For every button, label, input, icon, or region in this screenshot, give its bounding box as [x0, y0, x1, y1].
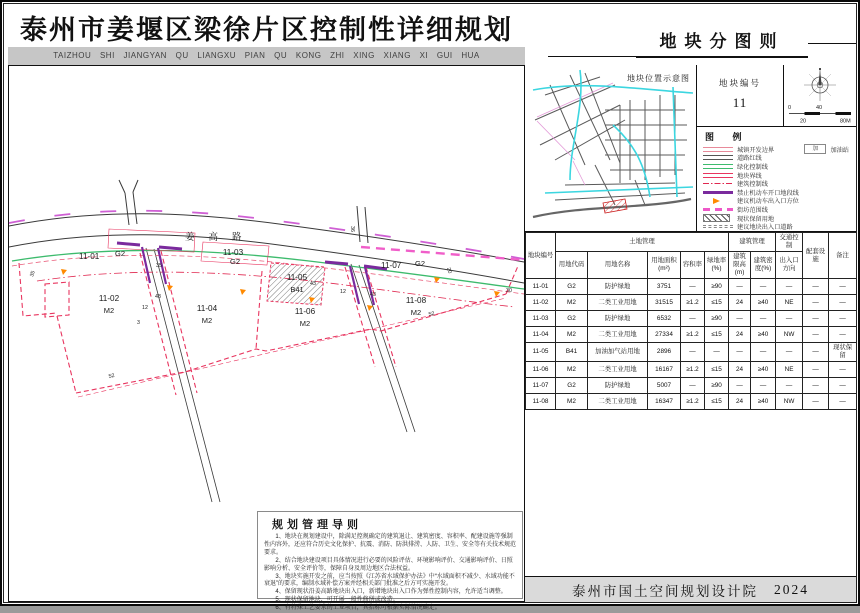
retained-land-swatch	[703, 214, 733, 222]
col-land-name: 用地名称	[588, 252, 648, 279]
table-cell: 27334	[648, 327, 681, 343]
dim: 20	[445, 266, 453, 275]
plot-code: M2	[410, 308, 422, 317]
table-cell: —	[729, 279, 751, 295]
road-name-label: 姜高路	[185, 232, 256, 243]
table-cell: 11-02	[526, 295, 556, 311]
dim: 12	[340, 289, 346, 295]
legend-item	[703, 205, 856, 214]
table-cell: —	[705, 343, 729, 362]
table-cell: —	[829, 394, 857, 410]
plot-label: 11-07	[381, 261, 402, 270]
scale-tick-80: 80M	[840, 118, 851, 125]
table-cell: M2	[556, 295, 588, 311]
table-cell: ≤15	[705, 327, 729, 343]
table-cell: 31515	[648, 295, 681, 311]
group-land: 土地管理	[556, 233, 729, 252]
table-cell: ≥90	[705, 279, 729, 295]
dim: 3	[137, 320, 140, 326]
legend-item	[703, 188, 856, 197]
guideline-item: 5、现状保留地块，可开展一般性修缮或改造。	[275, 597, 399, 604]
plot-number-value: 11	[732, 95, 748, 110]
plot-code: G2	[229, 257, 241, 266]
inset-map-title: 地块位置示意图	[627, 74, 690, 83]
table-cell: NW	[776, 327, 803, 343]
table-cell: —	[829, 327, 857, 343]
legend-box	[697, 127, 856, 232]
table-row	[526, 295, 857, 311]
plot-label: 11-05	[286, 273, 308, 282]
plot-code: M2	[201, 316, 213, 325]
table-cell: NE	[776, 295, 803, 311]
table-cell: —	[681, 311, 705, 327]
table-cell: —	[829, 362, 857, 378]
entrance-arrow-swatch	[703, 198, 733, 204]
group-building: 建筑管理	[729, 233, 776, 252]
table-row	[526, 327, 857, 343]
legend-label: 街坊范围线	[737, 206, 768, 214]
no-opening-swatch	[703, 191, 733, 194]
table-header	[526, 233, 857, 279]
table-cell: ≥1.2	[681, 327, 705, 343]
suggested-road-swatch	[703, 225, 733, 228]
table-cell: 11-08	[526, 394, 556, 410]
institution-name: 泰州市国土空间规划设计院	[572, 583, 758, 599]
table-cell: G2	[556, 279, 588, 295]
table-cell: NW	[776, 394, 803, 410]
plan-map-panel	[8, 65, 525, 612]
legend-label: 禁止机动车开口地段线	[737, 189, 799, 197]
block-range-line	[361, 247, 524, 260]
legend-label: 城镇开发边界	[737, 146, 775, 154]
sheet-tab-label: 地块分图则	[636, 28, 808, 58]
legend-item	[703, 171, 856, 180]
col-height-limit: 建筑限高(m)	[729, 252, 751, 279]
table-cell: 11-05	[526, 343, 556, 362]
legend-label: 绿化控制线	[737, 163, 768, 171]
table-row	[526, 343, 857, 362]
title-pinyin: TAIZHOU SHI JIANGYAN QU LIANGXU PIAN QU KONG ZHI XING XIANG XI GUI HUA	[8, 47, 525, 65]
compass-scale-box	[784, 65, 856, 127]
legend-label: 建议机动车出入口方位	[737, 198, 799, 206]
legend-item	[703, 154, 856, 163]
plot-code: G2	[415, 259, 426, 268]
plot-number-box	[697, 65, 784, 127]
tab-divider-right	[808, 43, 856, 44]
inset-streets	[533, 73, 691, 217]
table-cell: ≥40	[751, 295, 776, 311]
table-cell: ≥40	[751, 327, 776, 343]
guidelines-box	[257, 511, 523, 612]
table-cell: 二类工业用地	[588, 295, 648, 311]
gas-station-symbol	[804, 144, 849, 154]
table-cell: 24	[729, 295, 751, 311]
table-cell: 16167	[648, 362, 681, 378]
table-cell: 防护绿地	[588, 311, 648, 327]
table-cell: —	[776, 311, 803, 327]
table-cell: —	[829, 279, 857, 295]
table-cell: M2	[556, 362, 588, 378]
table-cell: —	[803, 343, 829, 362]
table-cell: B41	[556, 343, 588, 362]
table-cell: —	[729, 378, 751, 394]
legend-label: 地块界线	[737, 172, 762, 180]
table-cell: —	[681, 343, 705, 362]
table-cell: —	[681, 279, 705, 295]
plot-boundaries	[19, 251, 518, 397]
table-cell: —	[729, 343, 751, 362]
table-cell: M2	[556, 327, 588, 343]
info-panel	[525, 65, 856, 602]
table-cell: —	[829, 311, 857, 327]
green-line-swatch	[703, 164, 733, 169]
table-cell: 2896	[648, 343, 681, 362]
plot-label: 11-06	[294, 307, 316, 316]
table-cell: 现状保留	[829, 343, 857, 362]
table-row	[526, 279, 857, 295]
table-cell: —	[803, 311, 829, 327]
legend-label: 道路红线	[737, 155, 762, 163]
guideline-item: 1、地块在规划建设中，除满足控规确定的建筑退让、建筑密度、容积率、配建设施等强制性内容外，还应符合历史文化保护、抗震、消防、防洪排涝、人防、卫生、安全等有关技术规范要求。	[264, 534, 517, 556]
table-cell: —	[751, 279, 776, 295]
inset-water-lines	[533, 70, 693, 197]
guidelines-list	[264, 534, 516, 613]
table-row	[526, 378, 857, 394]
table-cell: —	[776, 343, 803, 362]
legend-title: 图 例	[705, 132, 750, 142]
table-cell: —	[803, 378, 829, 394]
inset-map-drawing	[525, 65, 696, 230]
plan-year: 2024	[774, 581, 809, 597]
block-line-swatch	[703, 208, 733, 211]
gas-station-label: 加油站	[830, 146, 849, 154]
col-entrance-dir: 出入口方向	[776, 252, 803, 279]
legend-label: 现状保留用地	[737, 215, 775, 223]
col-density: 建筑密度(%)	[751, 252, 776, 279]
table-row	[526, 311, 857, 327]
plot-label: 11-02	[98, 294, 120, 303]
table-cell: ≥90	[705, 378, 729, 394]
table-cell: 24	[729, 394, 751, 410]
col-facility: 配套设施	[803, 233, 829, 279]
table-cell: —	[803, 327, 829, 343]
table-cell: 6532	[648, 311, 681, 327]
col-land-area: 用地面积(m²)	[648, 252, 681, 279]
compass-icon	[800, 65, 840, 103]
legend-label: 建议地块出入口道路	[737, 224, 793, 232]
table-cell: ≥40	[751, 394, 776, 410]
table-cell: 5007	[648, 378, 681, 394]
col-green-rate: 绿地率(%)	[705, 252, 729, 279]
table-cell: 二类工业用地	[588, 394, 648, 410]
table-cell: ≥1.2	[681, 295, 705, 311]
tab-divider-left	[548, 56, 636, 57]
dim: 52	[428, 310, 436, 318]
table-cell: ≥1.2	[681, 394, 705, 410]
col-far: 容积率	[681, 252, 705, 279]
table-cell: M2	[556, 394, 588, 410]
guideline-item: 6、有特殊工艺要求的工业项目，其指标可根据实际情况确定。	[275, 605, 441, 612]
institution-bar	[525, 576, 856, 602]
table-cell: 24	[729, 327, 751, 343]
legend-label: 建筑控制线	[737, 181, 768, 189]
table-cell: —	[803, 394, 829, 410]
plot-code: M2	[103, 306, 115, 315]
table-cell: ≥90	[705, 311, 729, 327]
guideline-item: 2、结合地块建设项目具体情况进行必要的风险评估、环境影响评价、交通影响评价、日照影响分析、安全评价等，保障自身及周边地区合法权益。	[264, 557, 513, 572]
dim: 12	[142, 305, 148, 311]
table-cell: 防护绿地	[588, 378, 648, 394]
dim: 43	[155, 294, 161, 300]
table-cell: —	[729, 311, 751, 327]
table-cell: 11-06	[526, 362, 556, 378]
scale-bar	[786, 103, 854, 125]
plot-label: 11-01	[79, 252, 100, 261]
dim: 36	[349, 226, 355, 232]
col-plot-id: 地块编号	[526, 233, 556, 279]
col-land-code: 用地代码	[556, 252, 588, 279]
dim: 43	[370, 292, 376, 298]
dim: 30	[506, 288, 512, 294]
scale-tick-20: 20	[800, 118, 807, 125]
table-cell: NE	[776, 362, 803, 378]
table-cell: —	[776, 378, 803, 394]
table-cell: 二类工业用地	[588, 327, 648, 343]
table-cell: 16347	[648, 394, 681, 410]
legend-item	[703, 222, 856, 231]
table-cell: —	[681, 378, 705, 394]
location-inset-map	[525, 65, 697, 232]
table-cell: G2	[556, 378, 588, 394]
plot-label: 11-03	[222, 248, 244, 257]
plot-label: 11-08	[405, 296, 427, 305]
road-redline-swatch	[703, 155, 733, 160]
table-cell: —	[776, 279, 803, 295]
table-cell: 3751	[648, 279, 681, 295]
building-line-swatch	[703, 183, 733, 185]
table-cell: 24	[729, 362, 751, 378]
legend-item	[703, 214, 856, 223]
dim: 52	[108, 372, 116, 380]
table-cell: 11-03	[526, 311, 556, 327]
table-cell: —	[751, 343, 776, 362]
dim: 43	[310, 281, 316, 287]
table-cell: 二类工业用地	[588, 362, 648, 378]
table-cell: ≤15	[705, 394, 729, 410]
table-cell: ≤15	[705, 362, 729, 378]
col-note: 备注	[829, 233, 857, 279]
table-cell: ≥1.2	[681, 362, 705, 378]
scale-tick-40: 40	[816, 105, 823, 111]
table-cell: 加油加气站用地	[588, 343, 648, 362]
land-management-table	[525, 232, 857, 410]
plot-label: 11-04	[196, 304, 218, 313]
dim: 35	[29, 270, 37, 278]
table-cell: —	[829, 295, 857, 311]
plot-line-swatch	[703, 173, 733, 178]
guideline-item: 3、地块实施开发之前，应当按照《江苏省水域保护办法》中“水域面积不减少、水域功能不衰退”的要求，编制水域补偿方案并经相关部门批准之后方可实施开发。	[264, 573, 515, 588]
table-cell: G2	[556, 311, 588, 327]
table-cell: —	[803, 362, 829, 378]
group-traffic: 交通控制	[776, 233, 803, 252]
plot-code: G2	[115, 249, 126, 258]
table-cell: ≥40	[751, 362, 776, 378]
plot-number-label: 地块编号	[718, 78, 761, 88]
table-cell: 防护绿地	[588, 279, 648, 295]
road-lines	[9, 180, 524, 502]
table-cell: —	[751, 378, 776, 394]
legend-item	[703, 179, 856, 188]
dim: 35	[156, 263, 162, 269]
table-cell: 11-01	[526, 279, 556, 295]
table-row	[526, 394, 857, 410]
guidelines-title: 规划管理导则	[272, 519, 362, 531]
urban-boundary-swatch	[703, 147, 733, 152]
table-cell: —	[803, 279, 829, 295]
guideline-item: 4、保留现状沿姜高路地块出入口，新增地块出入口作为弹性控制内容，允许适当调整。	[275, 589, 507, 596]
land-table-body	[526, 279, 857, 410]
plot-code: M2	[299, 319, 311, 328]
gas-station-icon: 加	[804, 144, 826, 154]
plot-code: B41	[290, 285, 304, 294]
legend-item	[703, 162, 856, 171]
inset-subject-plot	[603, 199, 627, 213]
scale-tick-0: 0	[788, 105, 792, 111]
table-cell: 11-04	[526, 327, 556, 343]
table-cell: —	[829, 378, 857, 394]
table-row	[526, 362, 857, 378]
table-cell: 11-07	[526, 378, 556, 394]
table-cell: ≤15	[705, 295, 729, 311]
page-title: 泰州市姜堰区梁徐片区控制性详细规划	[20, 15, 513, 45]
table-cell: —	[803, 295, 829, 311]
retained-plot-hatch	[267, 263, 325, 305]
table-cell: —	[751, 311, 776, 327]
legend-item	[703, 197, 856, 206]
